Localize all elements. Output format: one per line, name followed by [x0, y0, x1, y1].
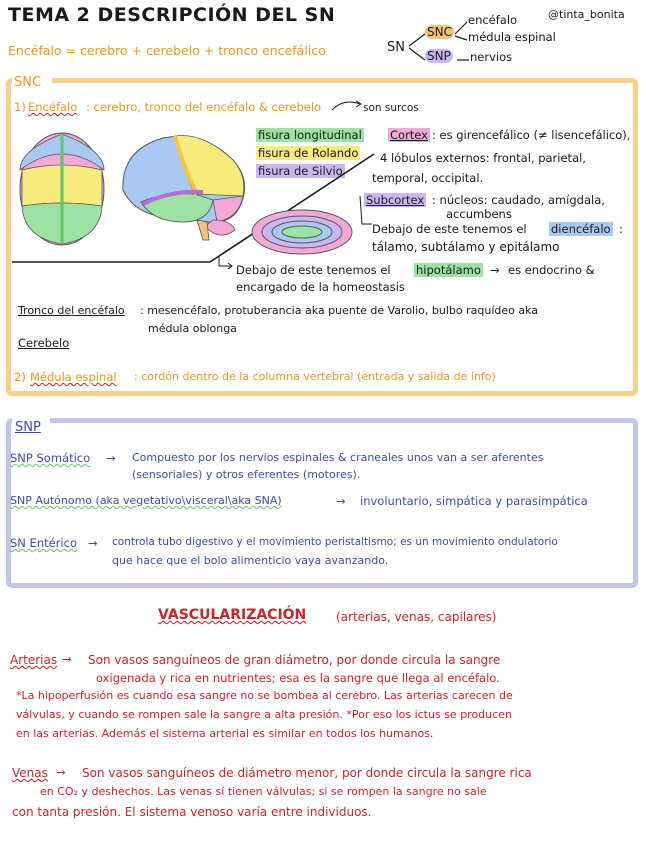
snp-heading: SNP [15, 420, 41, 435]
tree-snc: SNC [427, 25, 452, 39]
fisura-silvio: fisura de Silvio [258, 164, 343, 178]
fisura-longitudinal: fisura longitudinal [258, 128, 362, 142]
venas-line-0: Son vasos sanguíneos de diámetro menor, por donde circula la sangre rica [82, 766, 532, 780]
autonomo-text: involuntario, simpática y parasimpática [360, 494, 588, 508]
autonomo-arrow: → [336, 494, 346, 508]
cerebelo-label: Cerebelo [18, 336, 70, 350]
venas-label: Venas [12, 766, 48, 780]
hipotalamo-post: es endocrino & [508, 263, 595, 277]
subcortex-label: Subcortex [366, 193, 425, 207]
snc-item1-text: : cerebro, tronco del encéfalo & cerebelo [86, 100, 322, 114]
venas-line-1: en CO₂ y deshechos. Las venas sí tienen válvulas; si se rompen la sangre no sale [40, 785, 487, 798]
tronco-text: : mesencéfalo, protuberancia aka puente de Varolio, bulbo raquídeo aka [140, 304, 539, 317]
cortex-line2: 4 lóbulos externos: frontal, parietal, [380, 151, 586, 165]
snc-item2-text: : cordón dentro de la columna vertebral (entrada y salida de info) [134, 370, 496, 383]
note-line-0: *La hipoperfusión es cuando esa sangre no se bombea al cerebro. Las arterias carecen de [16, 689, 513, 702]
tree-snp: SNP [427, 49, 451, 63]
snc-item2-label: Médula espinal [30, 370, 117, 384]
hipotalamo-line2: encargado de la homeostasis [236, 280, 405, 294]
tree-root: SN [387, 40, 405, 55]
tree-snp-item: nervios [470, 50, 513, 64]
enterico-arrow: → [88, 536, 98, 550]
fisura-rolando: fisura de Rolando [258, 146, 359, 160]
somatico-label: SNP Somático [10, 451, 91, 465]
somatico-line2: (sensoriales) y otros eferentes (motores). [132, 468, 361, 481]
venas-arrow: → [56, 765, 66, 779]
enterico-label: SN Entérico [10, 536, 77, 550]
autonomo-label: SNP Autónomo (aka vegetativo\visceral\aka SNA) [10, 494, 282, 507]
hipotalamo-arrow [216, 254, 236, 270]
diencefalo-colon: : [619, 222, 623, 236]
cortex-line3: temporal, occipital. [372, 171, 484, 185]
tree-snc-item-1: médula espinal [468, 30, 556, 44]
somatico-arrow: → [106, 451, 116, 465]
surcos-note: son surcos [363, 102, 419, 114]
subcortex-rings [250, 208, 354, 256]
diencefalo-pre: Debajo de este tenemos el [372, 222, 527, 236]
subcortex-line2: accumbens [446, 207, 512, 221]
encefalo-formula: Encéfalo = cerebro + cerebelo + tronco encefálico [8, 43, 326, 58]
note-line-2: en las arterias. Además el sistema arterial es similar en todos los humanos. [16, 727, 434, 740]
arterias-line-0: Son vasos sanguíneos de gran diámetro, por donde circula la sangre [88, 653, 501, 667]
arterias-label: Arterias [10, 653, 58, 667]
vasc-title: VASCULARIZACIÓN [158, 607, 307, 623]
somatico-text: Compuesto por los nervios espinales & craneales unos van a ser aferentes [132, 451, 544, 464]
enterico-line2: que hace que el bolo alimenticio vaya avanzando. [112, 554, 389, 567]
page-title: TEMA 2 DESCRIPCIÓN DEL SN [8, 4, 336, 26]
cortex-text: : es girencefálico (≠ lisencefálico), [432, 128, 631, 142]
snc-item1-num: 1) [14, 100, 26, 114]
vasc-subtitle: (arterias, venas, capilares) [336, 610, 497, 624]
hipotalamo-label: hipotálamo [416, 263, 481, 277]
tronco-label: Tronco del encéfalo [18, 304, 125, 317]
note-line-1: válvulas, y cuando se rompen sale la sangre a alta presión. *Por eso los ictus se producen [16, 708, 512, 721]
surcos-arrow [330, 98, 364, 112]
cortex-label-wrap [388, 128, 430, 142]
snc-item2-num: 2) [14, 370, 26, 384]
enterico-text: controla tubo digestivo y el movimiento peristaltismo; es un movimiento ondulatorio [112, 536, 558, 548]
hipotalamo-pre: Debajo de este tenemos el [236, 263, 391, 277]
tronco-line2: médula oblonga [148, 322, 237, 335]
diencefalo-label: diencéfalo [551, 222, 611, 236]
cortex-label: Cortex [390, 128, 428, 142]
subcortex-text: : núcleos: caudado, amígdala, [432, 193, 605, 207]
author-handle: @tinta_bonita [548, 8, 625, 21]
snc-heading: SNC [14, 75, 42, 90]
diencefalo-line2: tálamo, subtálamo y epitálamo [372, 240, 560, 254]
arterias-arrow: → [62, 652, 72, 666]
arterias-line-1: oxigenada y rica en nutrientes; esa es la sangre que llega al encéfalo. [96, 671, 500, 685]
venas-line-2: con tanta presión. El sistema venoso varía entre individuos. [12, 805, 372, 819]
snc-item1-label: Encéfalo [28, 100, 78, 114]
hipotalamo-arrow2: → [490, 263, 500, 277]
tree-snc-item-0: encéfalo [468, 13, 518, 27]
